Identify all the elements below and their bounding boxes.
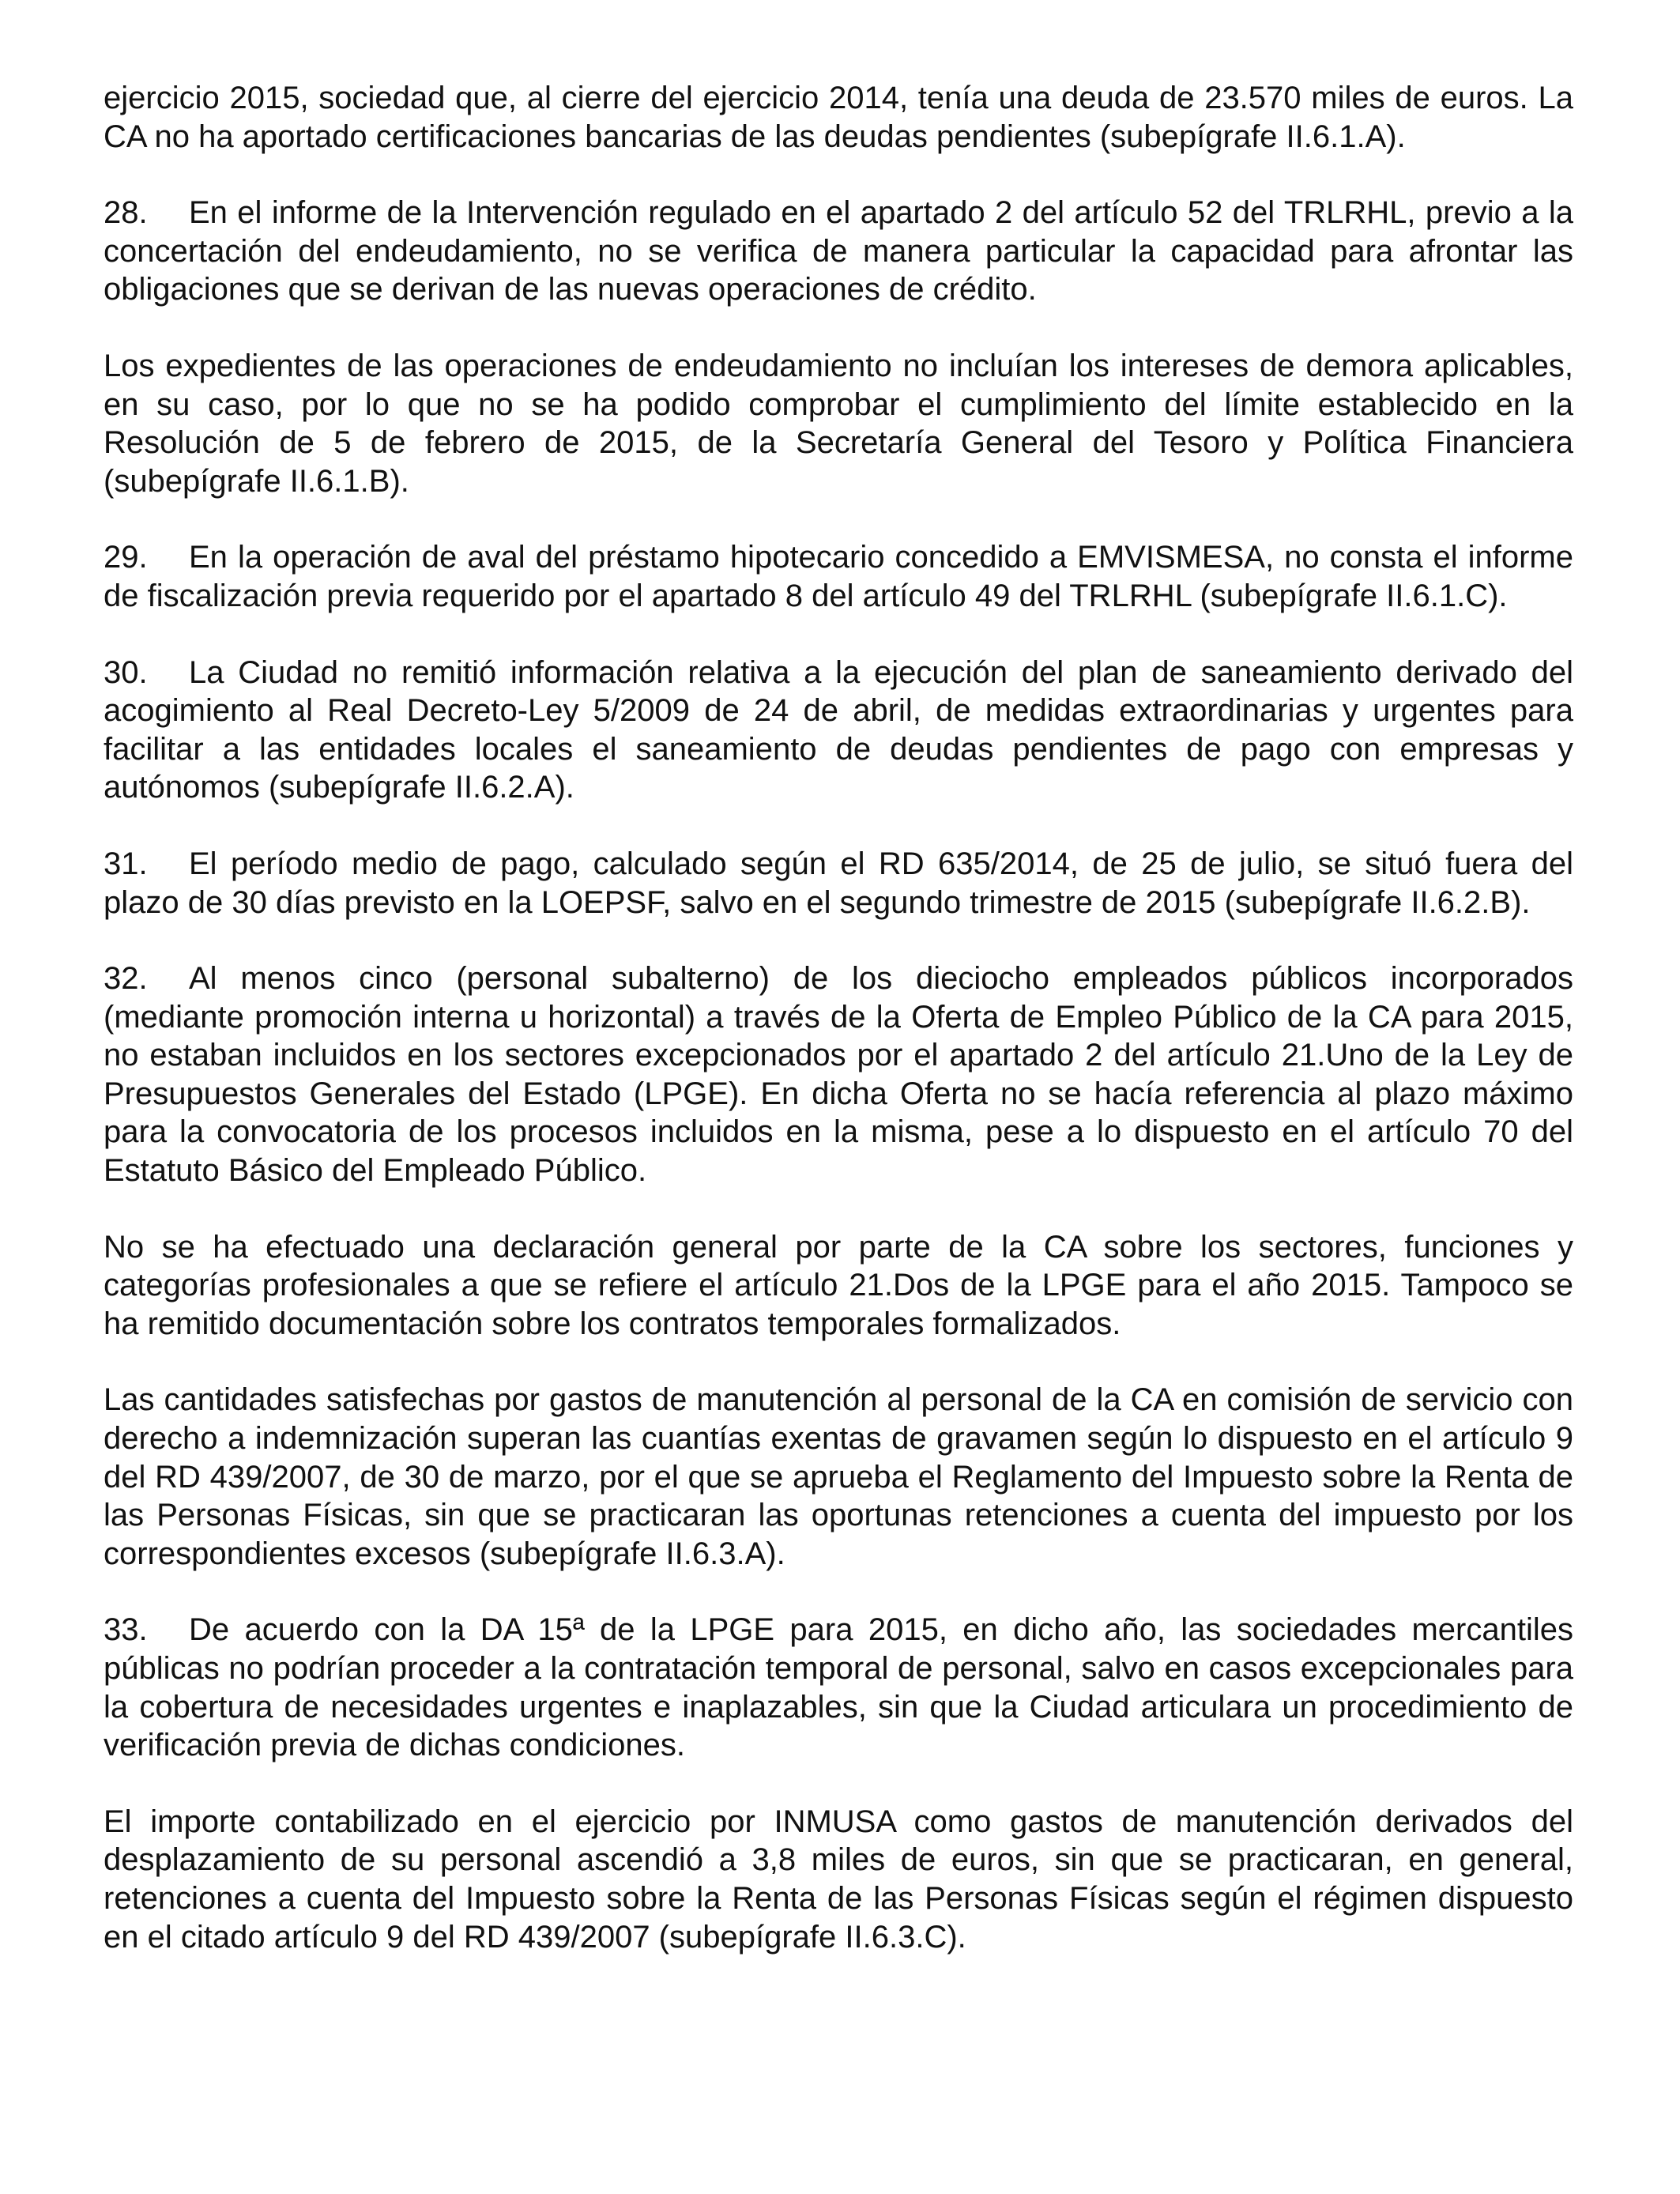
paragraph-text: En la operación de aval del préstamo hipotecario concedido a EMVISMESA, no consta el informe de fiscalización previa requerido por el apartado 8 del artículo 49 del TRLRHL (subepígrafe II.6.1.C). [104,540,1573,613]
paragraph-number: 32. [104,961,148,997]
paragraph-number: 33. [104,1612,148,1648]
paragraph-text: La Ciudad no remitió información relativa a la ejecución del plan de saneamiento derivado del acogimiento al Real Decreto-Ley 5/2009 de 24 de abril, de medidas extraordinarias y urgentes para facilitar a las entidades locales el saneamiento de deudas pendientes de pago con empresas y autónomos (subepígrafe II.6.2.A). [104,654,1573,805]
paragraph-32 [104,959,1573,1190]
paragraph-text: ejercicio 2015, sociedad que, al cierre del ejercicio 2014, tenía una deuda de 23.570 miles de euros. La CA no ha aportado certificaciones bancarias de las deudas pendientes (subepígrafe II.6.1.A). [104,81,1573,154]
paragraph-text: Las cantidades satisfechas por gastos de manutención al personal de la CA en comisión de servicio con derecho a indemnización superan las cuantías exentas de gravamen según lo dispuesto en el artículo 9 del RD 439/2007, de 30 de marzo, por el que se aprueba el Reglamento del Impuesto sobre la Renta de las Personas Físicas, sin que se practicaran las oportunas retenciones a cuenta del impuesto por los correspondientes excesos (subepígrafe II.6.3.A). [104,1382,1573,1571]
paragraph-text: De acuerdo con la DA 15ª de la LPGE para 2015, en dicho año, las sociedades mercantiles públicas no podrían proceder a la contratación temporal de personal, salvo en casos excepcionales para la cobertura de necesidades urgentes e inaplazables, sin que la Ciudad articulara un procedimiento de verificación previa de dichas condiciones. [104,1612,1573,1763]
paragraph-29 [104,538,1573,615]
paragraph-text: El período medio de pago, calculado según el RD 635/2014, de 25 de julio, se situó fuera del plazo de 30 días previsto en la LOEPSF, salvo en el segundo trimestre de 2015 (subepígrafe II.6.2.B). [104,846,1573,920]
paragraph-number: 30. [104,654,148,690]
paragraph-31 [104,845,1573,922]
paragraph-number: 31. [104,846,148,881]
paragraph-28 [104,194,1573,309]
paragraph-text: No se ha efectuado una declaración general por parte de la CA sobre los sectores, funciones y categorías profesionales a que se refiere el artículo 21.Dos de la LPGE para el año 2015. Tampoco se ha remitido documentación sobre los contratos temporales formalizados. [104,1229,1573,1341]
document-page [104,79,1573,1994]
paragraph-text: Al menos cinco (personal subalterno) de los dieciocho empleados públicos incorporados (mediante promoción interna u horizontal) a través de la Oferta de Empleo Público de la CA para 2015, no estaban incluidos en los sectores excepcionados por el apartado 2 del artículo 21.Uno de la Ley de Presupuestos Generales del Estado (LPGE). En dicha Oferta no se hacía referencia al plazo máximo para la convocatoria de los procesos incluidos en la misma, pese a lo dispuesto en el artículo 70 del Estatuto Básico del Empleado Público. [104,961,1573,1189]
paragraph-number: 28. [104,195,148,231]
paragraph-text: El importe contabilizado en el ejercicio por INMUSA como gastos de manutención derivados del desplazamiento de su personal ascendió a 3,8 miles de euros, sin que se practicaran, en general, retenciones a cuenta del Impuesto sobre la Renta de las Personas Físicas según el régimen dispuesto en el citado artículo 9 del RD 439/2007 (subepígrafe II.6.3.C). [104,1804,1573,1955]
paragraph-32-manutencion [104,1381,1573,1573]
paragraph-30 [104,654,1573,807]
paragraph-32-declaracion [104,1228,1573,1344]
paragraph-28-expedientes [104,347,1573,500]
paragraph-text: En el informe de la Intervención regulado en el apartado 2 del artículo 52 del TRLRHL, previo a la concertación del endeudamiento, no se verifica de manera particular la capacidad para afrontar las obligaciones que se derivan de las nuevas operaciones de crédito. [104,195,1573,307]
paragraph-number: 29. [104,540,148,575]
paragraph-text: Los expedientes de las operaciones de endeudamiento no incluían los intereses de demora aplicables, en su caso, por lo que no se ha podido comprobar el cumplimiento del límite establecido en la Resolución de 5 de febrero de 2015, de la Secretaría General del Tesoro y Política Financiera (subepígrafe II.6.1.B). [104,348,1573,499]
paragraph-33-inmusa [104,1803,1573,1956]
paragraph-continuation [104,79,1573,156]
paragraph-33 [104,1611,1573,1764]
